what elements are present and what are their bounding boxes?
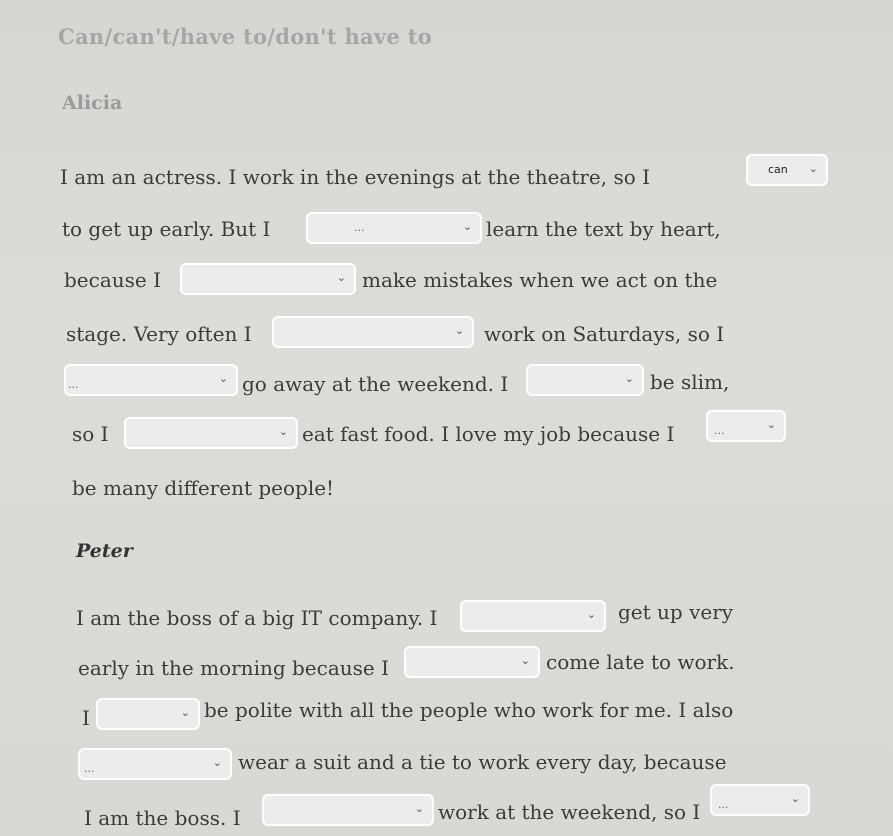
chevron-down-icon: ⌄: [218, 372, 228, 385]
text-line: I: [82, 706, 90, 730]
answer-select[interactable]: [124, 417, 298, 449]
worksheet-title: Can/can't/have to/don't have to: [58, 24, 433, 49]
text-line: work on Saturdays, so I: [484, 322, 725, 346]
select-value: ...: [354, 221, 365, 234]
text-line: I am the boss. I: [84, 806, 241, 830]
text-line: to get up early. But I: [62, 217, 271, 241]
answer-select[interactable]: [262, 794, 434, 826]
answer-select[interactable]: [706, 410, 786, 442]
chevron-down-icon: ⌄: [624, 372, 634, 385]
select-value: ...: [718, 798, 729, 811]
chevron-down-icon: ⌄: [212, 756, 222, 769]
chevron-down-icon: ⌄: [454, 324, 464, 337]
chevron-down-icon: ⌄: [278, 425, 288, 438]
text-line: I am the boss of a big IT company. I: [76, 606, 438, 630]
chevron-down-icon: ⌄: [336, 271, 346, 284]
select-value: ...: [84, 762, 95, 775]
select-value: ...: [68, 378, 79, 391]
answer-select[interactable]: [78, 748, 232, 780]
answer-select[interactable]: [64, 364, 238, 396]
chevron-down-icon: ⌄: [766, 418, 776, 431]
select-value: can: [768, 163, 788, 176]
text-line: make mistakes when we act on the: [362, 268, 718, 292]
text-line: be many different people!: [72, 476, 335, 500]
answer-select[interactable]: [96, 698, 200, 730]
chevron-down-icon: ⌄: [414, 802, 424, 815]
answer-select[interactable]: [526, 364, 644, 396]
answer-select[interactable]: [460, 600, 606, 632]
select-value: ...: [714, 424, 725, 437]
answer-select[interactable]: [306, 212, 482, 244]
chevron-down-icon: ⌄: [520, 654, 530, 667]
text-line: I am an actress. I work in the evenings at the theatre, so I: [60, 165, 651, 189]
answer-select[interactable]: [180, 263, 356, 295]
text-line: go away at the weekend. I: [242, 372, 509, 396]
text-line: be polite with all the people who work for me. I also: [204, 698, 734, 722]
chevron-down-icon: ⌄: [586, 608, 596, 621]
section-name-alicia: Alicia: [62, 92, 123, 114]
answer-select[interactable]: [710, 784, 810, 816]
section-name-peter: Peter: [76, 540, 133, 562]
text-line: so I: [72, 422, 109, 446]
text-line: work at the weekend, so I: [438, 800, 701, 824]
text-line: early in the morning because I: [78, 656, 390, 680]
text-line: be slim,: [650, 370, 730, 394]
text-line: because I: [64, 268, 162, 292]
text-line: come late to work.: [546, 650, 735, 674]
text-line: get up very: [618, 600, 734, 624]
chevron-down-icon: ⌄: [180, 706, 190, 719]
text-line: learn the text by heart,: [486, 217, 721, 241]
text-line: stage. Very often I: [66, 322, 252, 346]
answer-select[interactable]: [746, 154, 828, 186]
answer-select[interactable]: [404, 646, 540, 678]
chevron-down-icon: ⌄: [790, 792, 800, 805]
answer-select[interactable]: [272, 316, 474, 348]
chevron-down-icon: ⌄: [808, 162, 818, 175]
chevron-down-icon: ⌄: [462, 220, 472, 233]
text-line: eat fast food. I love my job because I: [302, 422, 675, 446]
text-line: wear a suit and a tie to work every day, because: [238, 750, 727, 774]
